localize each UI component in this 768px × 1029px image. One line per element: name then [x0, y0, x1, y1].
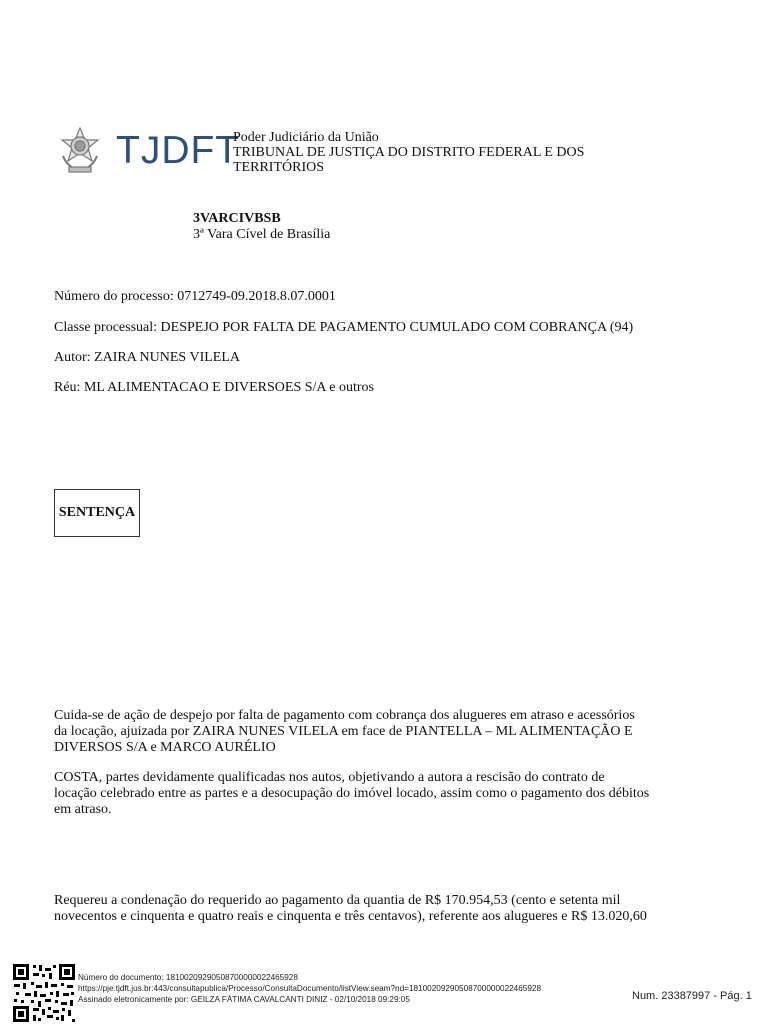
coat-of-arms-emblem	[57, 126, 103, 174]
paragraph-2-line-3: em atraso.	[54, 802, 112, 817]
paragraph-1-line-2: da locação, ajuizada por ZAIRA NUNES VILELA em face de PIANTELLA – ML ALIMENTAÇÃO E	[54, 724, 633, 739]
header-line-1: Poder Judiciário da União	[233, 130, 379, 145]
header-line-2: TRIBUNAL DE JUSTIÇA DO DISTRITO FEDERAL E DOS	[233, 145, 585, 160]
paragraph-1-line-3: DIVERSOS S/A e MARCO AURÉLIO	[54, 740, 276, 755]
footer-document-number: Número do documento: 18100209290508700000022465928	[78, 973, 298, 982]
paragraph-3-line-2: novecentos e cinquenta e quatro reais e cinquenta e três centavos), referente aos alugueres e R$ 13.020,60	[54, 909, 647, 924]
document-type-label: SENTENÇA	[58, 505, 136, 520]
court-code: 3VARCIVBSB	[193, 211, 281, 226]
footer-url-link[interactable]: https://pje.tjdft.jus.br:443/consultapublica/Processo/ConsultaDocumento/listView.seam?nd=18100209290508700000022465928	[78, 984, 541, 993]
tjdft-logo: TJDFT	[116, 129, 241, 172]
footer-signature: Assinado eletronicamente por: GEILZA FÁTIMA CAVALCANTI DINIZ - 02/10/2018 09:29:05	[78, 995, 410, 1004]
process-number: Número do processo: 0712749-09.2018.8.07.0001	[54, 289, 336, 304]
process-defendant: Réu: ML ALIMENTACAO E DIVERSOES S/A e outros	[54, 380, 374, 395]
qr-code	[11, 962, 77, 1024]
paragraph-3-line-1: Requereu a condenação do requerido ao pagamento da quantia de R$ 170.954,53 (cento e setenta mil	[54, 893, 621, 908]
paragraph-2-line-1: COSTA, partes devidamente qualificadas nos autos, objetivando a autora a rescisão do contrato de	[54, 770, 605, 785]
court-name: 3ª Vara Cível de Brasília	[193, 227, 331, 242]
paragraph-1-line-1: Cuida-se de ação de despejo por falta de pagamento com cobrança dos alugueres em atraso e acessórios	[54, 708, 635, 723]
document-type-box	[54, 489, 140, 537]
page-number: Num. 23387997 - Pág. 1	[632, 990, 752, 1002]
qr-code-icon	[11, 962, 77, 1024]
brasao-icon	[57, 126, 103, 174]
process-class: Classe processual: DESPEJO POR FALTA DE PAGAMENTO CUMULADO COM COBRANÇA (94)	[54, 320, 634, 335]
process-author: Autor: ZAIRA NUNES VILELA	[54, 350, 241, 365]
paragraph-2-line-2: locação celebrado entre as partes e a desocupação do imóvel locado, assim como o pagamento dos débitos	[54, 786, 650, 801]
header-line-3: TERRITÓRIOS	[233, 160, 324, 175]
